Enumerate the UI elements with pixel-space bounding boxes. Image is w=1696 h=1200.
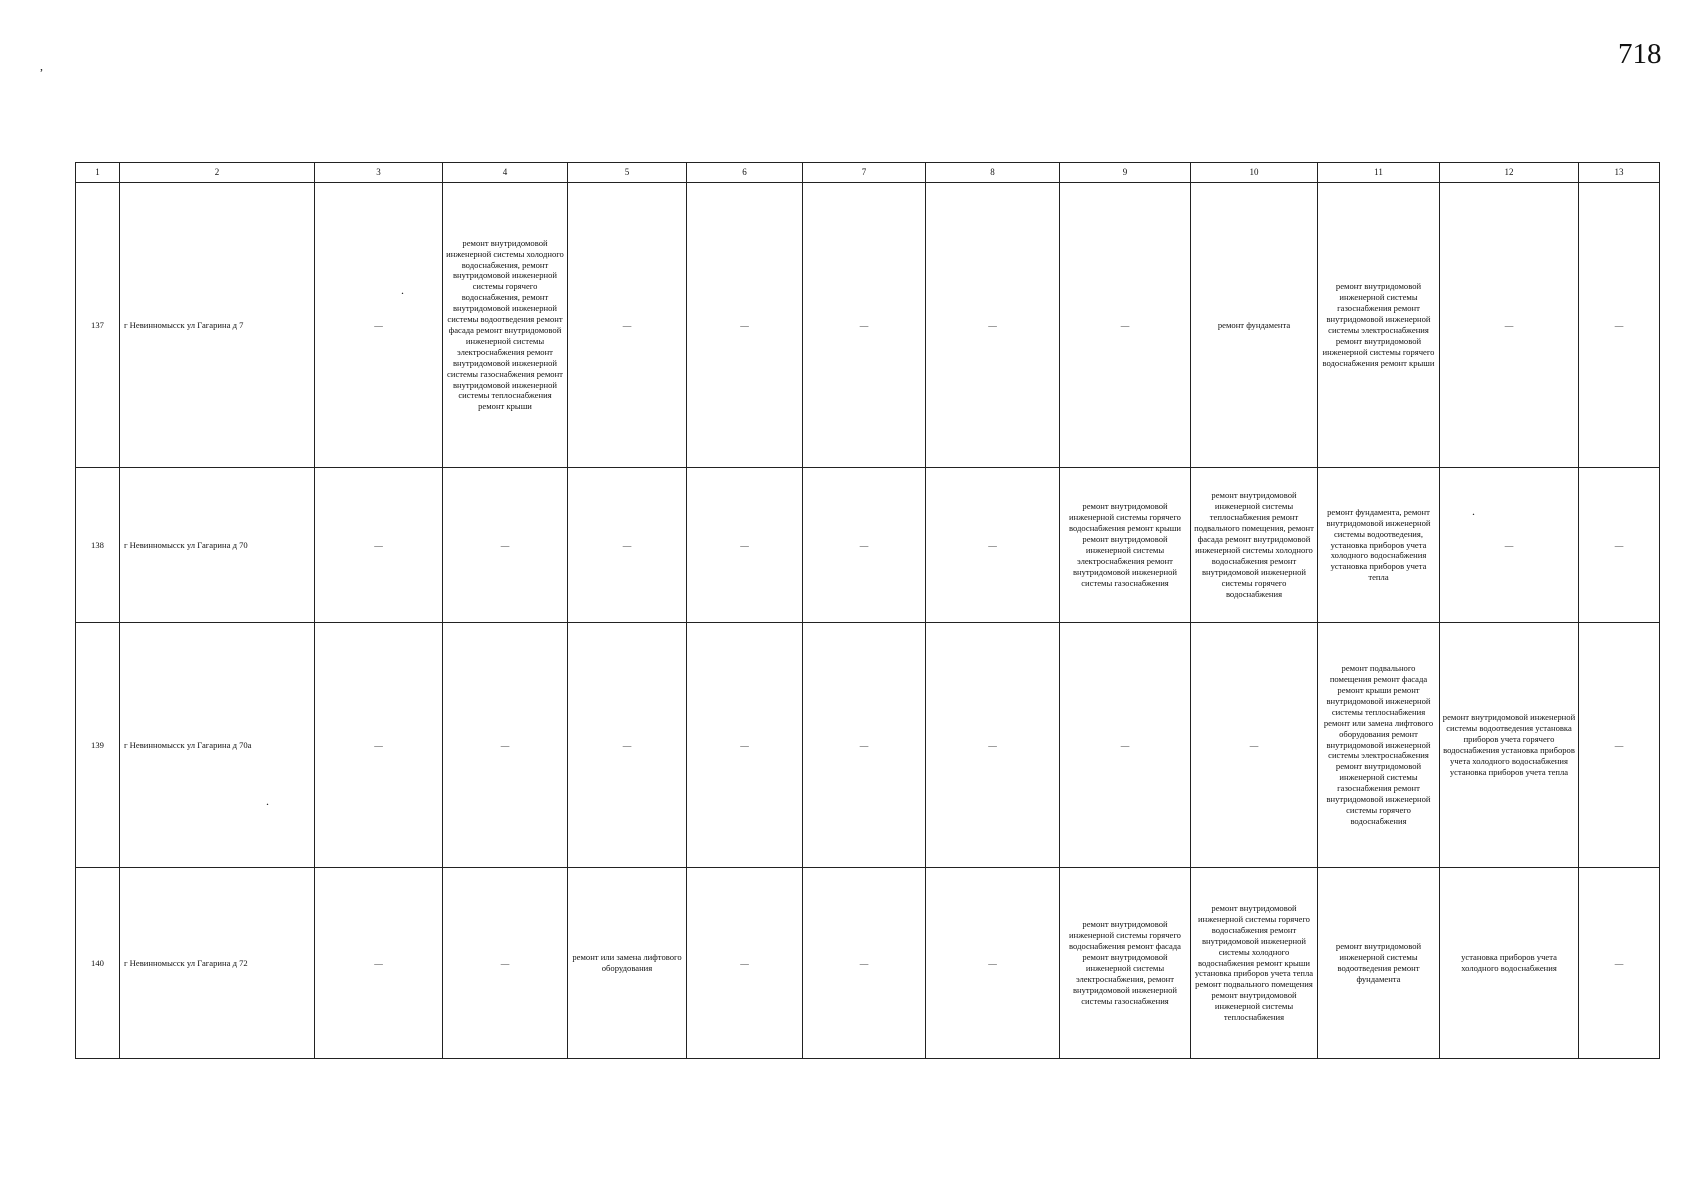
table-cell: — <box>443 623 568 868</box>
table-cell: — <box>687 183 803 468</box>
column-header: 2 <box>120 163 315 183</box>
table-cell: — <box>568 183 687 468</box>
table-cell: — <box>1191 623 1318 868</box>
table-cell: — <box>1579 468 1660 623</box>
table-cell: ремонт фундамента <box>1191 183 1318 468</box>
column-header: 1 <box>76 163 120 183</box>
table-cell: — <box>315 868 443 1059</box>
address-cell: г Невинномысск ул Гагарина д 70а <box>120 623 315 868</box>
table-row <box>76 868 1660 1059</box>
table-cell: — <box>315 623 443 868</box>
page-number: 718 <box>1618 38 1662 70</box>
table-cell: — <box>1579 868 1660 1059</box>
table-cell: ремонт внутридомовой инженерной системы газоснабжения ремонт внутридомовой инженерной системы электроснабжения ремонт внутридомовой инженерной системы горячего водоснабжения ремонт крыши <box>1318 183 1440 468</box>
table-cell: — <box>803 623 926 868</box>
scan-mark: . <box>1472 504 1475 518</box>
repair-schedule-table <box>75 162 1660 1059</box>
table-row <box>76 183 1660 468</box>
column-header: 6 <box>687 163 803 183</box>
table-cell: — <box>443 468 568 623</box>
table-cell: ремонт или замена лифтового оборудования <box>568 868 687 1059</box>
table-cell: — <box>926 623 1060 868</box>
row-number: 137 <box>76 183 120 468</box>
table-cell: — <box>926 183 1060 468</box>
column-header: 11 <box>1318 163 1440 183</box>
table-cell: ремонт фундамента, ремонт внутридомовой инженерной системы водоотведения, установка приборов учета холодного водоснабжения установка приборов учета тепла <box>1318 468 1440 623</box>
column-header: 4 <box>443 163 568 183</box>
row-number: 139 <box>76 623 120 868</box>
table-cell: — <box>568 623 687 868</box>
table-cell: ремонт внутридомовой инженерной системы горячего водоснабжения ремонт фасада ремонт внутридомовой инженерной системы электроснабжения, ремонт внутридомовой инженерной системы газоснабжения <box>1060 868 1191 1059</box>
table-cell: ремонт внутридомовой инженерной системы горячего водоснабжения ремонт крыши ремонт внутридомовой инженерной системы электроснабжения ремонт внутридомовой инженерной системы газоснабжения <box>1060 468 1191 623</box>
column-header: 3 <box>315 163 443 183</box>
address-cell: г Невинномысск ул Гагарина д 7 <box>120 183 315 468</box>
scan-mark: . <box>266 794 269 808</box>
column-header: 7 <box>803 163 926 183</box>
table-cell: — <box>443 868 568 1059</box>
column-header: 13 <box>1579 163 1660 183</box>
table-cell: ремонт внутридомовой инженерной системы теплоснабжения ремонт подвального помещения, ремонт фасада ремонт внутридомовой инженерной системы холодного водоснабжения ремонт внутридомовой инженерной системы горячего водоснабжения <box>1191 468 1318 623</box>
column-header: 10 <box>1191 163 1318 183</box>
column-header: 8 <box>926 163 1060 183</box>
table-cell: — <box>1440 183 1579 468</box>
row-number: 138 <box>76 468 120 623</box>
column-header: 5 <box>568 163 687 183</box>
table-cell: ремонт подвального помещения ремонт фасада ремонт крыши ремонт внутридомовой инженерной системы теплоснабжения ремонт или замена лифтового оборудования ремонт внутридомовой инженерной системы электроснабжения ремонт внутридомовой инженерной системы газоснабжения ремонт внутридомовой инженерной системы горячего водоснабжения <box>1318 623 1440 868</box>
table-cell: — <box>926 868 1060 1059</box>
table-cell: ремонт внутридомовой инженерной системы водоотведения ремонт фундамента <box>1318 868 1440 1059</box>
table-cell: ремонт внутридомовой инженерной системы горячего водоснабжения ремонт внутридомовой инженерной системы холодного водоснабжения ремонт крыши установка приборов учета тепла ремонт подвального помещения ремонт внутридомовой инженерной системы теплоснабжения <box>1191 868 1318 1059</box>
column-header: 9 <box>1060 163 1191 183</box>
table-cell: — <box>1440 468 1579 623</box>
table-cell: — <box>687 868 803 1059</box>
table-cell: — <box>315 468 443 623</box>
table-row <box>76 468 1660 623</box>
table-cell: — <box>1060 623 1191 868</box>
scan-mark: , <box>40 59 43 73</box>
table-cell: установка приборов учета холодного водоснабжения <box>1440 868 1579 1059</box>
address-cell: г Невинномысск ул Гагарина д 72 <box>120 868 315 1059</box>
table-cell: ремонт внутридомовой инженерной системы водоотведения установка приборов учета горячего водоснабжения установка приборов учета холодного водоснабжения установка приборов учета тепла <box>1440 623 1579 868</box>
scan-mark: . <box>401 283 404 297</box>
table-cell: — <box>1579 623 1660 868</box>
column-number-row <box>76 163 1660 183</box>
row-number: 140 <box>76 868 120 1059</box>
table-cell: — <box>687 468 803 623</box>
column-header: 12 <box>1440 163 1579 183</box>
table-cell: — <box>803 183 926 468</box>
table-cell: — <box>803 868 926 1059</box>
table-cell: — <box>926 468 1060 623</box>
table-cell: — <box>1060 183 1191 468</box>
table-cell: — <box>568 468 687 623</box>
table-cell: ремонт внутридомовой инженерной системы холодного водоснабжения, ремонт внутридомовой инженерной системы горячего водоснабжения, ремонт внутридомовой инженерной системы водоотведения ремонт фасада ремонт внутридомовой инженерной системы электроснабжения ремонт внутридомовой инженерной системы газоснабжения ремонт внутридомовой инженерной системы теплоснабжения ремонт крыши <box>443 183 568 468</box>
table-cell: — <box>803 468 926 623</box>
table-row <box>76 623 1660 868</box>
table-cell: — <box>315 183 443 468</box>
address-cell: г Невинномысск ул Гагарина д 70 <box>120 468 315 623</box>
table-cell: — <box>1579 183 1660 468</box>
table-cell: — <box>687 623 803 868</box>
